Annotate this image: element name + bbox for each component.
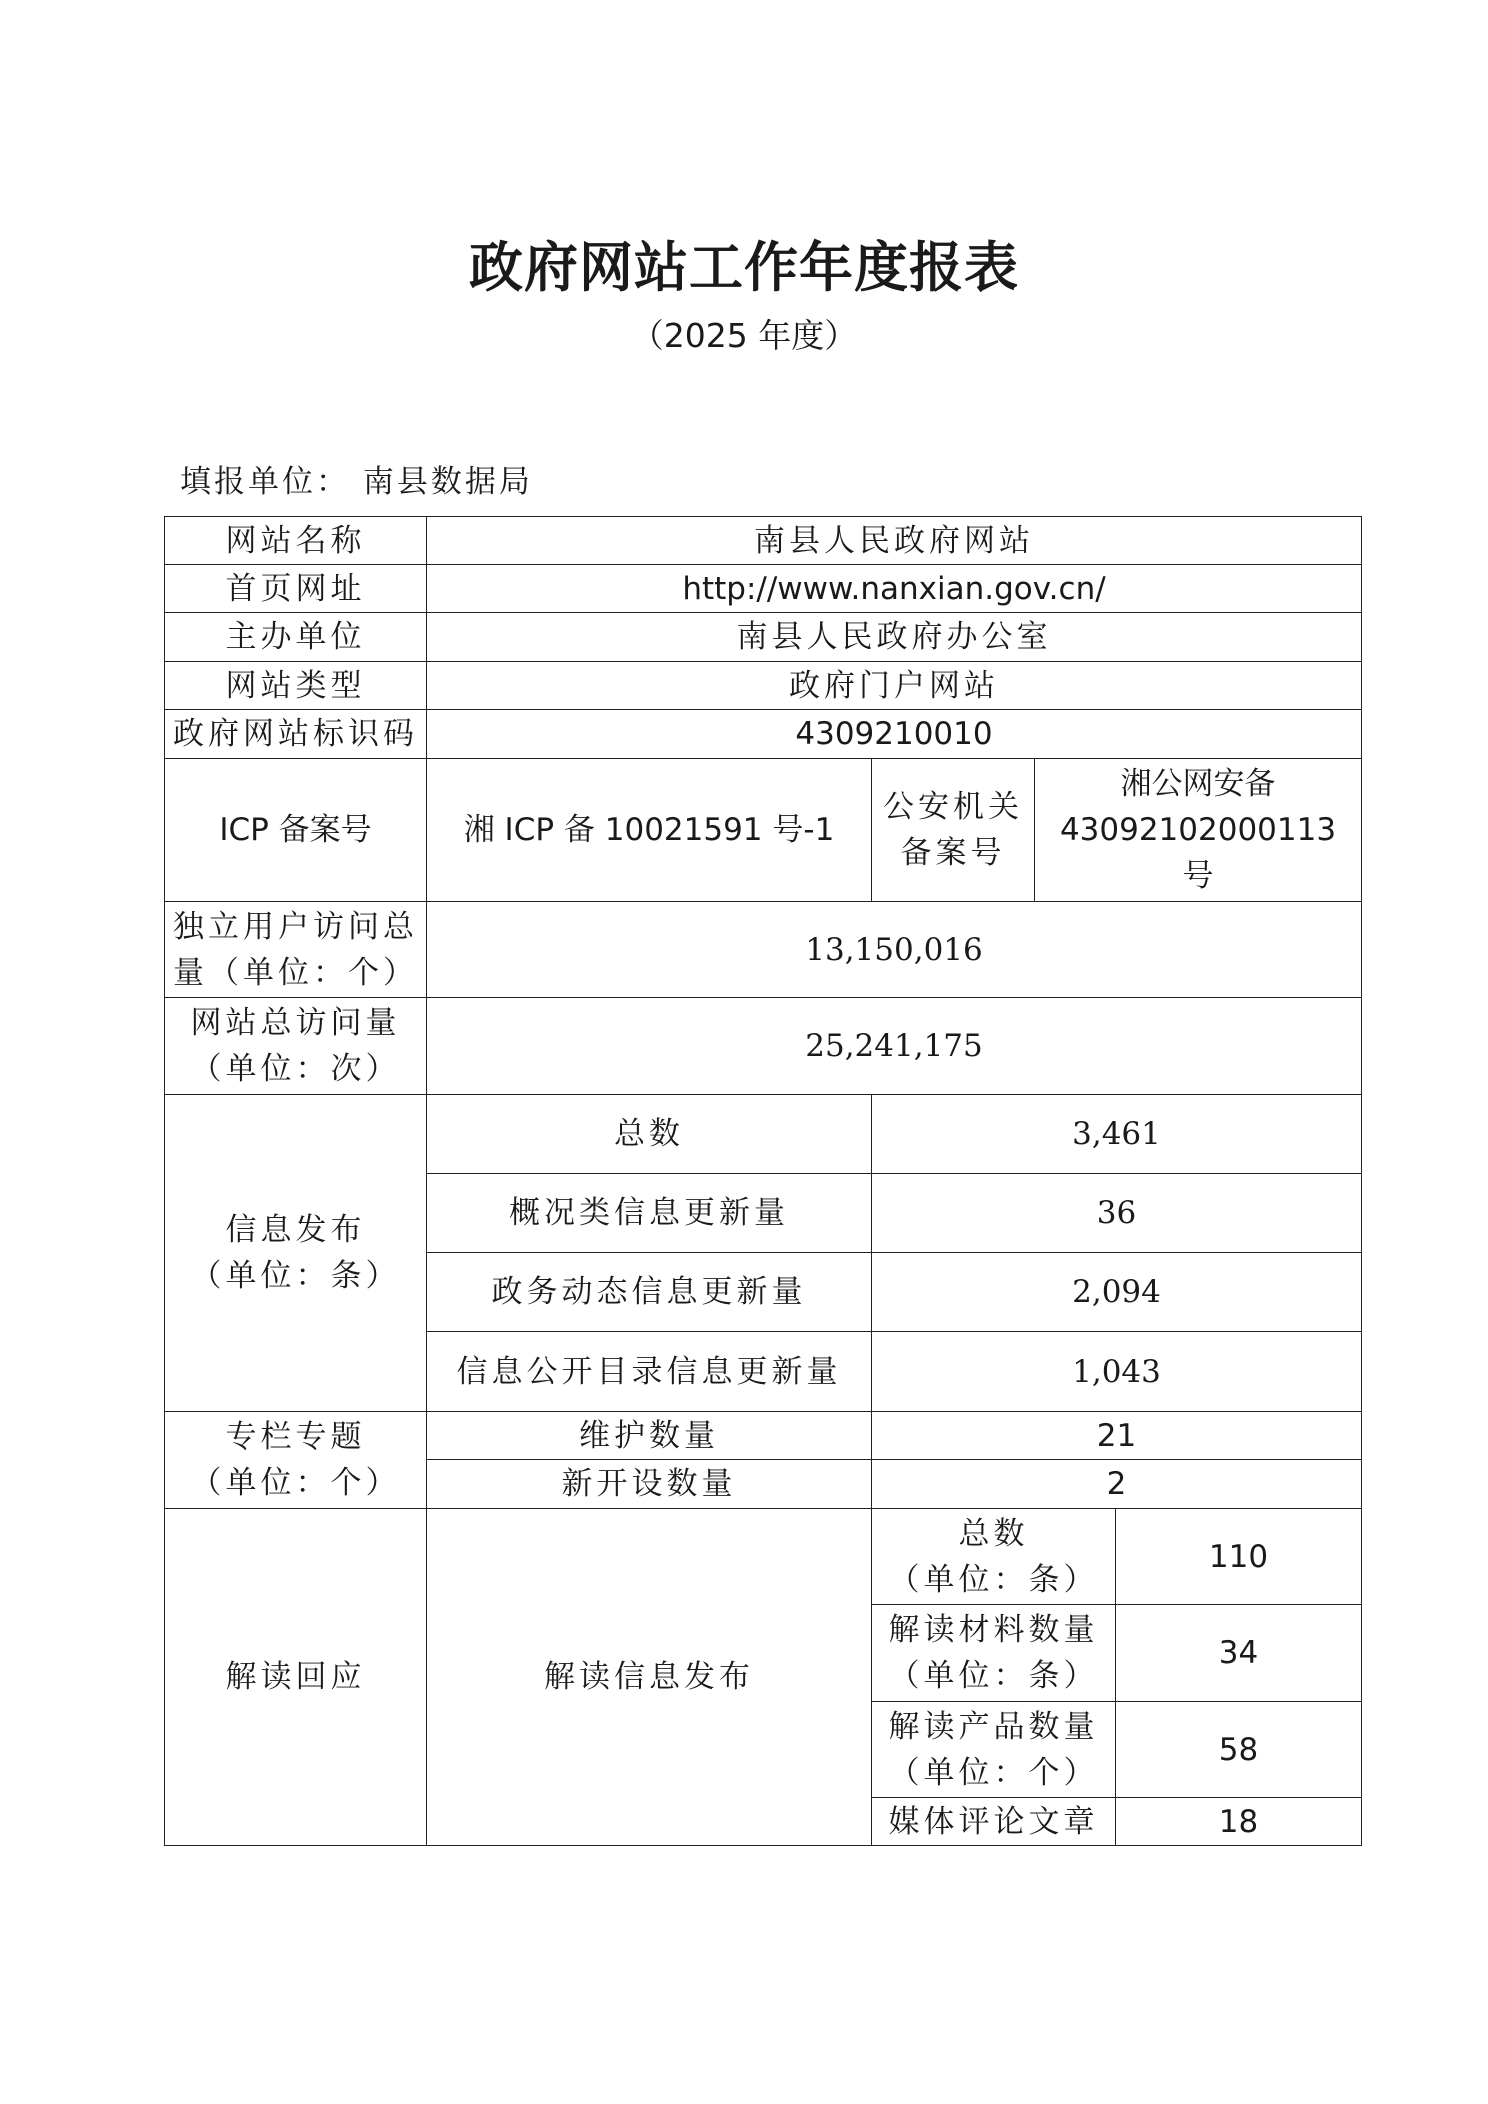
total-visits-label (165, 998, 427, 1095)
police-record-value (1035, 759, 1362, 902)
police-value-line-1: 湘公网安备 (1120, 766, 1276, 802)
interpret-total-label (872, 1509, 1116, 1605)
row-info-total (165, 1095, 1362, 1174)
police-record-label (872, 759, 1035, 902)
row-site-name (165, 517, 1362, 565)
site-type-label: 网站类型 (165, 662, 427, 710)
info-catalog-label: 信息公开目录信息更新量 (427, 1332, 872, 1412)
filler-unit (180, 456, 533, 501)
icp-label: ICP 备案号 (165, 759, 427, 902)
interpret-total-label-2: （单位：条） (888, 1561, 1099, 1598)
columns-label-1: 专栏专题 (225, 1419, 366, 1455)
info-publish-label-1: 信息发布 (225, 1212, 366, 1248)
columns-maintained-value: 21 (872, 1412, 1362, 1460)
interpret-materials-value: 34 (1116, 1605, 1362, 1702)
interpret-media-value: 18 (1116, 1798, 1362, 1846)
interpret-products-label-1: 解读产品数量 (888, 1708, 1099, 1745)
interpret-media-label: 媒体评论文章 (872, 1798, 1116, 1846)
total-visits-label-2: （单位：次） (190, 1051, 401, 1087)
info-news-label: 政务动态信息更新量 (427, 1253, 872, 1332)
icp-value: 湘 ICP 备 10021591 号-1 (427, 759, 872, 902)
info-overview-value: 36 (872, 1174, 1362, 1253)
interpret-materials-label-2: （单位：条） (888, 1658, 1099, 1694)
homepage-label: 首页网址 (165, 565, 427, 613)
info-publish-label-2: （单位：条） (190, 1258, 401, 1294)
police-value-line-3: 号 (1182, 858, 1214, 894)
report-year: （2025 年度） (630, 316, 858, 355)
filler-value: 南县数据局 (362, 464, 533, 500)
sponsor-value: 南县人民政府办公室 (427, 613, 1362, 662)
filler-label: 填报单位： (180, 464, 350, 500)
interpret-products-value: 58 (1116, 1702, 1362, 1798)
total-visits-label-1: 网站总访问量 (190, 1005, 401, 1041)
row-site-code (165, 710, 1362, 759)
police-value-line-2: 43092102000113 (1059, 812, 1337, 848)
site-name-label: 网站名称 (165, 517, 427, 565)
homepage-value: http://www.nanxian.gov.cn/ (427, 565, 1362, 613)
police-label-line-1: 公安机关 (883, 789, 1023, 825)
police-label-line-2: 备案号 (900, 835, 1006, 871)
unique-visitors-label-2: 量（单位：个） (173, 954, 418, 991)
site-code-label: 政府网站标识码 (165, 710, 427, 759)
interpret-total-value: 110 (1116, 1509, 1362, 1605)
row-sponsor (165, 613, 1362, 662)
interpret-materials-label-1: 解读材料数量 (888, 1612, 1099, 1648)
row-icp (165, 759, 1362, 902)
interpret-products-label (872, 1702, 1116, 1798)
row-interpret-total (165, 1509, 1362, 1605)
columns-label (165, 1412, 427, 1509)
columns-new-value: 2 (872, 1460, 1362, 1509)
row-homepage (165, 565, 1362, 613)
report-title: 政府网站工作年度报表 (469, 236, 1019, 299)
info-overview-label: 概况类信息更新量 (427, 1174, 872, 1253)
site-name-value: 南县人民政府网站 (427, 517, 1362, 565)
interpret-products-label-2: （单位：个） (888, 1754, 1099, 1791)
info-news-value: 2,094 (872, 1253, 1362, 1332)
columns-new-label: 新开设数量 (427, 1460, 872, 1509)
sponsor-label: 主办单位 (165, 613, 427, 662)
info-total-value: 3,461 (872, 1095, 1362, 1174)
columns-label-2: （单位：个） (190, 1465, 401, 1501)
row-total-visits (165, 998, 1362, 1095)
info-catalog-value: 1,043 (872, 1332, 1362, 1412)
row-site-type (165, 662, 1362, 710)
info-total-label: 总数 (427, 1095, 872, 1174)
site-code-value: 4309210010 (427, 710, 1362, 759)
info-publish-label (165, 1095, 427, 1412)
unique-visitors-label (165, 902, 427, 998)
interpret-label: 解读回应 (165, 1509, 427, 1846)
total-visits-value: 25,241,175 (427, 998, 1362, 1095)
unique-visitors-label-1: 独立用户访问总 (173, 908, 418, 945)
site-type-value: 政府门户网站 (427, 662, 1362, 710)
row-columns-maintained (165, 1412, 1362, 1460)
columns-maintained-label: 维护数量 (427, 1412, 872, 1460)
row-unique-visitors (165, 902, 1362, 998)
interpret-materials-label (872, 1605, 1116, 1702)
unique-visitors-value: 13,150,016 (427, 902, 1362, 998)
interpret-publish-label: 解读信息发布 (427, 1509, 872, 1846)
interpret-total-label-1: 总数 (958, 1515, 1029, 1552)
report-table (164, 516, 1362, 1846)
